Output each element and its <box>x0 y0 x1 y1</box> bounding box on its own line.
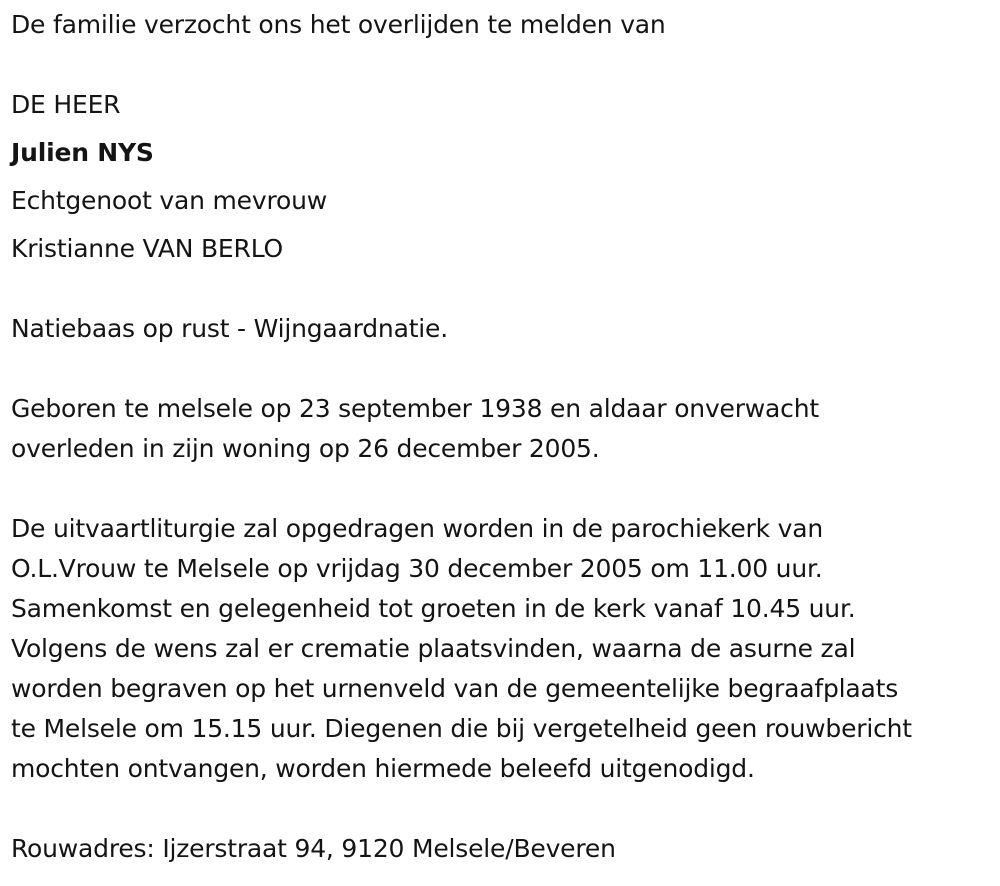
funeral-line: O.L.Vrouw te Melsele op vrijdag 30 december 2005 om 11.00 uur. <box>11 554 823 583</box>
mourning-address: Rouwadres: Ijzerstraat 94, 9120 Melsele/Beveren <box>11 834 616 863</box>
birth-death-line: Geboren te melsele op 23 september 1938 en aldaar onverwacht <box>11 394 819 423</box>
salutation: DE HEER <box>11 90 121 119</box>
intro-text: De familie verzocht ons het overlijden te melden van <box>11 10 666 39</box>
funeral-line: De uitvaartliturgie zal opgedragen worden in de parochiekerk van <box>11 514 823 543</box>
spouse-name: Kristianne VAN BERLO <box>11 234 284 263</box>
spouse-prefix: Echtgenoot van mevrouw <box>11 186 327 215</box>
deceased-name: Julien NYS <box>11 138 154 167</box>
funeral-line: worden begraven op het urnenveld van de gemeentelijke begraafplaats <box>11 674 899 703</box>
funeral-line: te Melsele om 15.15 uur. Diegenen die bij vergetelheid geen rouwbericht <box>11 714 912 743</box>
birth-death-line: overleden in zijn woning op 26 december 2005. <box>11 434 600 463</box>
funeral-line: Samenkomst en gelegenheid tot groeten in de kerk vanaf 10.45 uur. <box>11 594 856 623</box>
occupation: Natiebaas op rust - Wijngaardnatie. <box>11 314 448 343</box>
funeral-line: mochten ontvangen, worden hiermede beleefd uitgenodigd. <box>11 754 755 783</box>
funeral-line: Volgens de wens zal er crematie plaatsvinden, waarna de asurne zal <box>11 634 856 663</box>
